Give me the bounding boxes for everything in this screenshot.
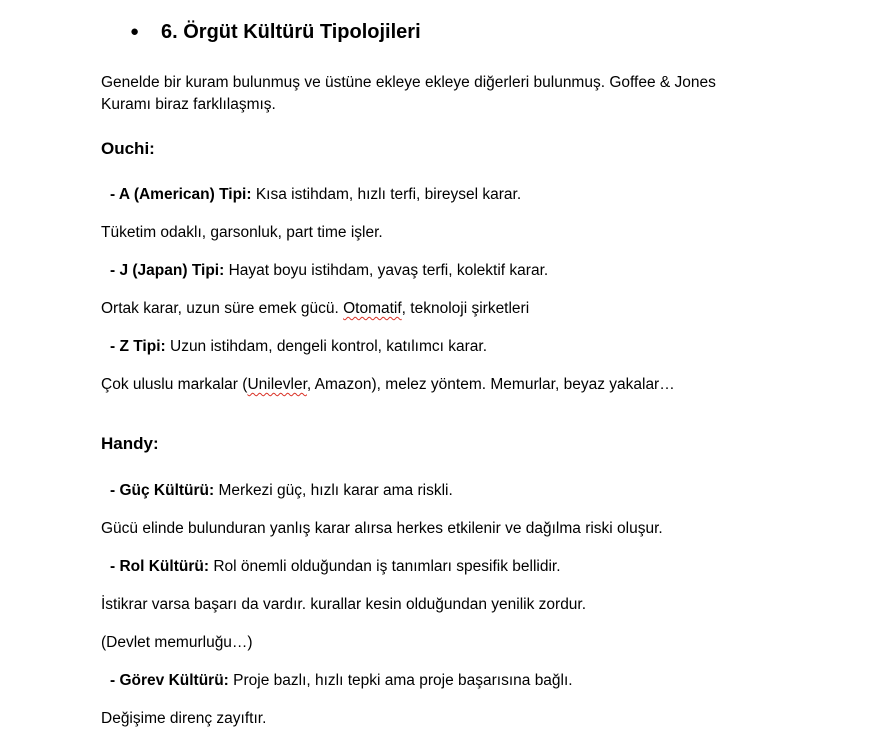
handy-guc-label: - Güç Kültürü: bbox=[110, 482, 215, 499]
ouchi-z-note-pre: Çok uluslu markalar ( bbox=[101, 376, 248, 393]
ouchi-j-note-pre: Ortak karar, uzun süre emek gücü. bbox=[101, 300, 344, 317]
handy-rol-text: Rol önemli olduğundan iş tanımları spesifik bellidir. bbox=[209, 558, 561, 575]
ouchi-j-note bbox=[101, 298, 529, 319]
ouchi-z-text: Uzun istihdam, dengeli kontrol, katılımcı karar. bbox=[165, 338, 488, 355]
ouchi-j-text: Hayat boyu istihdam, yavaş terfi, kolektif karar. bbox=[224, 262, 549, 279]
handy-guc-text: Merkezi güç, hızlı karar ama riskli. bbox=[214, 482, 453, 499]
bullet-icon: ● bbox=[130, 23, 140, 40]
handy-gorev-text: Proje bazlı, hızlı tepki ama proje başarısına bağlı. bbox=[228, 672, 573, 689]
spellcheck-word-unilevler[interactable]: Unilevler bbox=[247, 376, 307, 393]
ouchi-a-label: - A (American) Tipi: bbox=[110, 186, 252, 203]
handy-gorev-item bbox=[110, 670, 573, 691]
ouchi-a-note: Tüketim odaklı, garsonluk, part time işler. bbox=[101, 224, 383, 241]
section-heading bbox=[130, 18, 421, 46]
handy-guc-note: Gücü elinde bulunduran yanlış karar alırsa herkes etkilenir ve dağılma riski oluşur. bbox=[101, 520, 663, 537]
ouchi-j-note-post: , teknoloji şirketleri bbox=[401, 300, 530, 317]
heading-text: 6. Örgüt Kültürü Tipolojileri bbox=[161, 21, 421, 43]
ouchi-a-item bbox=[110, 184, 521, 205]
ouchi-a-text: Kısa istihdam, hızlı terfi, bireysel karar. bbox=[251, 186, 522, 203]
handy-gorev-note: Değişime direnç zayıftır. bbox=[101, 710, 267, 727]
intro-line-1: Genelde bir kuram bulunmuş ve üstüne ekleye ekleye diğerleri bulunmuş. Goffee & Jones bbox=[101, 74, 716, 91]
ouchi-j-item bbox=[110, 260, 548, 281]
handy-guc-item bbox=[110, 480, 453, 501]
handy-rol-note-1: İstikrar varsa başarı da vardır. kurallar kesin olduğundan yenilik zordur. bbox=[101, 596, 587, 613]
handy-rol-label: - Rol Kültürü: bbox=[110, 558, 210, 575]
ouchi-title: Ouchi: bbox=[101, 139, 155, 158]
ouchi-j-label: - J (Japan) Tipi: bbox=[110, 262, 225, 279]
handy-rol-note-2: (Devlet memurluğu…) bbox=[101, 634, 253, 651]
handy-rol-item bbox=[110, 556, 561, 577]
ouchi-z-note-post: , Amazon), melez yöntem. Memurlar, beyaz yakalar… bbox=[306, 376, 675, 393]
handy-gorev-label: - Görev Kültürü: bbox=[110, 672, 229, 689]
ouchi-z-label: - Z Tipi: bbox=[110, 338, 166, 355]
handy-title: Handy: bbox=[101, 434, 159, 453]
ouchi-z-item bbox=[110, 336, 487, 357]
ouchi-z-note bbox=[101, 374, 675, 395]
spellcheck-word-otomatif[interactable]: Otomatif bbox=[343, 300, 402, 317]
intro-line-2: Kuramı biraz farklılaşmış. bbox=[101, 96, 276, 113]
